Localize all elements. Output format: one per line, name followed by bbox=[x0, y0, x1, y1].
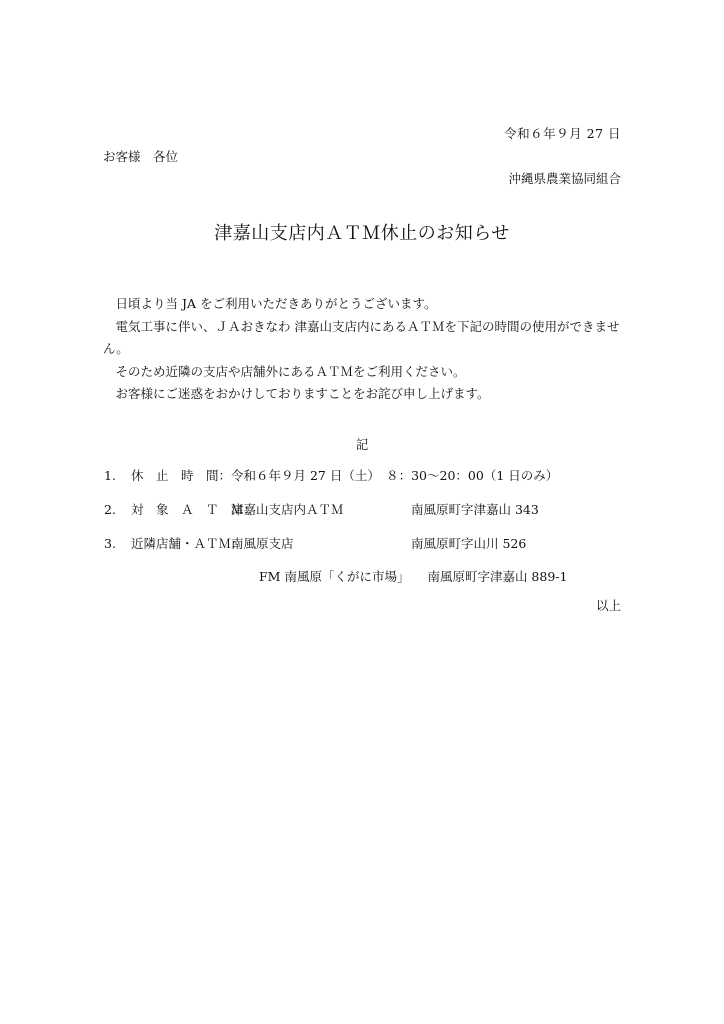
document-date: 令和６年９月 27 日 bbox=[504, 126, 621, 141]
addressee: お客様 各位 bbox=[103, 149, 179, 164]
additional-atm-location bbox=[259, 567, 567, 585]
notice-body bbox=[103, 293, 623, 406]
item-number: 3. bbox=[104, 536, 116, 551]
notice-title: 津嘉山支店内ＡＴＭ休止のお知らせ bbox=[214, 223, 510, 244]
body-paragraph-alternative: そのため近隣の支店や店舗外にあるＡＴＭをご利用ください。 bbox=[115, 363, 466, 379]
item-label: 休 止 時 間： bbox=[131, 468, 232, 483]
body-paragraph-apology: お客様にご迷惑をおかけしておりますことをお詫び申し上げます。 bbox=[115, 386, 490, 401]
body-paragraph-greeting: 日頃より当 JA をご利用いただきありがとうございます。 bbox=[115, 296, 437, 311]
item-address: 南風原町字津嘉山 343 bbox=[411, 502, 539, 517]
item-value: 令和６年９月 27 日（土） ８：30～20：00（1 日のみ） bbox=[231, 468, 559, 483]
item-label: 対 象 Ａ Ｔ Ｍ： bbox=[131, 502, 257, 517]
additional-atm-name: FM 南風原「くがに市場」 bbox=[259, 569, 410, 584]
item-number: 1. bbox=[104, 468, 116, 483]
item-address: 南風原町字山川 526 bbox=[411, 536, 527, 551]
ki-heading: 記 bbox=[355, 437, 369, 452]
closing-ijo: 以上 bbox=[595, 598, 621, 613]
item-value: 南風原支店 bbox=[231, 536, 294, 551]
body-paragraph-reason: 電気工事に伴い、ＪＡおきなわ 津嘉山支店内にあるＡＴＭを下記の時間の使用ができません。 bbox=[103, 318, 620, 356]
additional-atm-address: 南風原町字津嘉山 889-1 bbox=[427, 569, 568, 584]
sender-organization: 沖縄県農業協同組合 bbox=[508, 171, 621, 186]
item-label: 近隣店舗・ＡＴＭ： bbox=[131, 536, 244, 551]
item-value: 津嘉山支店内ＡＴＭ bbox=[231, 502, 344, 517]
item-number: 2. bbox=[104, 502, 116, 517]
